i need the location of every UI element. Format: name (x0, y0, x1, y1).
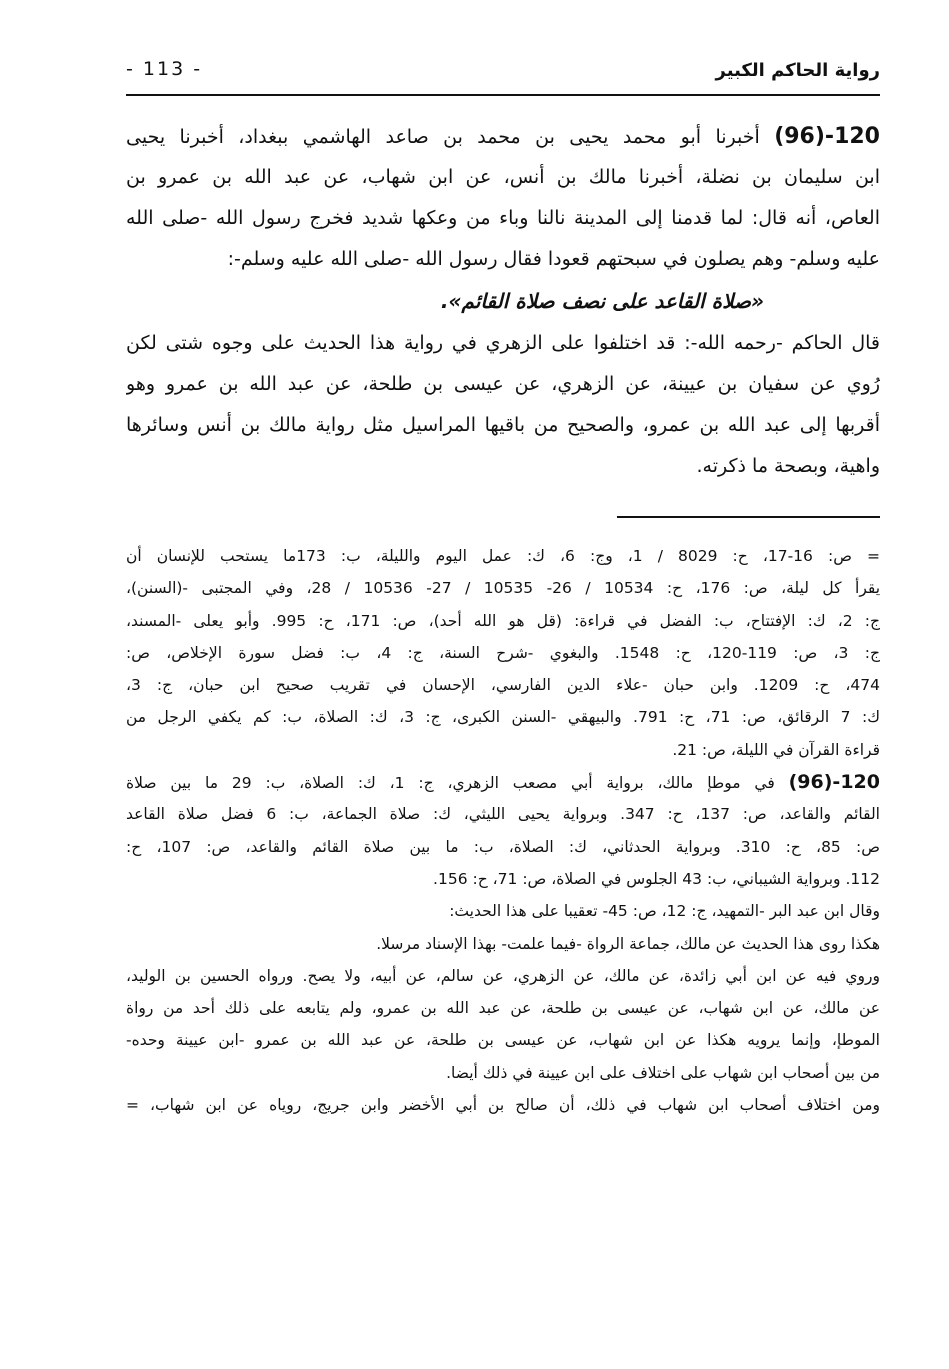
footnote-number: 120-(96) (788, 771, 880, 794)
footnote-line: 474، ح: 1209. وابن حبان -علاء الدين الفارسي، الإحسان في تقريب صحيح ابن حبان، ج: 3، (126, 676, 880, 695)
hadith-line-2: ابن سليمان بن نضلة، أخبرنا مالك بن أنس، عن ابن شهاب، عن عبد الله بن عمرو بن (126, 166, 880, 188)
hadith-line-4: عليه وسلم- وهم يصلون في سبحتهم قعودا فقال رسول الله -صلى الله عليه وسلم-: (227, 248, 880, 270)
commentary-line-2: رُوي عن سفيان بن عيينة، عن الزهري، عن عيسى بن طلحة، عن عبد الله بن عمرو وهو (126, 373, 880, 395)
hadith-quote: «صلاة القاعد على نصف صلاة القائم». (440, 289, 764, 313)
footnote-line: يقرأ كل ليلة، ص: 176، ح: 10534 / 26- 10535 / 27- 10536 / 28، وفي المجتبى -(السنن)، (126, 579, 880, 598)
footnote-separator (617, 516, 880, 518)
running-title: رواية الحاكم الكبير (715, 60, 880, 81)
footnote-line: ج: 2، ك: الإفتتاح، ب: الفضل في قراءة: (قل هو الله أحد)، ص: 171، ح: 995. وأبو يعلى -المسند، (126, 611, 880, 630)
commentary-line-1: قال الحاكم -رحمه الله-: قد اختلفوا على الزهري في رواية هذا الحديث على وجوه شتى لكن (126, 332, 880, 354)
footnote-line: وقال ابن عبد البر -التمهيد، ج: 12، ص: 45- تعقيبا على هذا الحديث: (449, 902, 880, 921)
footnotes (126, 540, 880, 1121)
hadith-number: 120-(96) (774, 124, 880, 149)
footnote-line: وروي فيه عن ابن أبي زائدة، عن مالك، عن الزهري، عن سالم، عن أبيه، ولا يصح. ورواه الحسين بن الوليد، (126, 966, 880, 985)
commentary-line-3: أقربها إلى عبد الله بن عمرو، والصحيح من باقيها المراسيل مثل رواية مالك بن أنس وسائرها (126, 414, 880, 436)
commentary-line-4: واهية، وبصحة ما ذكرته. (696, 455, 880, 477)
footnote-line: هكذا روى هذا الحديث عن مالك، جماعة الرواة -فيما علمت- بهذا الإسناد مرسلا. (376, 934, 880, 953)
footnote-line: ص: 85، ح: 310. وبرواية الحدثاني، ك: الصلاة، ب: ما بين صلاة القائم والقاعد، ص: 107، ح: (126, 837, 880, 856)
footnote-line: عن مالك، عن ابن شهاب، عن عيسى بن طلحة، عن عبد الله بن عمرو، ولم يتابعه على ذلك أحد من رواة (126, 999, 880, 1018)
footnote-line: من بين أصحاب ابن شهاب على اختلاف على ابن عيينة في ذلك أيضا. (446, 1063, 880, 1082)
page-number: - 113 - (126, 58, 203, 80)
footnote-line-text: في موطإ مالك، برواية أبي مصعب الزهري، ج: 1، ك: الصلاة، ب: 29 ما بين صلاة (126, 774, 775, 793)
footnote-line (126, 766, 880, 798)
hadith-text (126, 116, 880, 487)
footnote-line: القائم والقاعد، ص: 137، ح: 347. وبرواية يحيى الليثي، ك: صلاة الجماعة، ب: 6 فضل صلاة القاعد (126, 805, 880, 824)
footnote-line: = ص: 16-17، ح: 8029 / 1، وج: 6، ك: عمل اليوم والليلة، ب: 173ما يستحب للإنسان أن (126, 547, 880, 565)
page-header (126, 58, 880, 94)
hadith-line-1-text: أخبرنا أبو محمد يحيى بن محمد بن صاعد الهاشمي ببغداد، أخبرنا يحيى (126, 126, 760, 148)
footnote-line: 112. وبرواية الشيباني، ب: 43 الجلوس في الصلاة، ص: 71، ح: 156. (433, 869, 880, 888)
footnote-line: ك: 7 الرقائق، ص: 71، ح: 791. والبيهقي -السنن الكبرى، ج: 3، ك: الصلاة، ب: كم يكفي الرجل من (126, 708, 880, 727)
footnote-line: ج: 3، ص: 119-120، ح: 1548. والبغوي -شرح السنة، ج: 4، ب: فضل سورة الإخلاص، ص: (126, 643, 880, 662)
footnote-line: الموطإ، وإنما يرويه هكذا عن ابن شهاب، عن عيسى بن طلحة، عن عبد الله بن عمرو -ابن عيينة وحده- (126, 1031, 880, 1050)
footnote-line: ومن اختلاف أصحاب ابن شهاب في ذلك، أن صالح بن أبي الأخضر وابن جريج، روياه عن ابن شهاب، = (126, 1096, 880, 1115)
header-rule (126, 94, 880, 96)
hadith-line-3: العاص، أنه قال: لما قدمنا إلى المدينة نالنا وباء من وعكها شديد فخرج رسول الله -صلى الله (126, 207, 880, 229)
hadith-line-1 (126, 116, 880, 157)
footnote-line: قراءة القرآن في الليلة، ص: 21. (672, 740, 880, 759)
